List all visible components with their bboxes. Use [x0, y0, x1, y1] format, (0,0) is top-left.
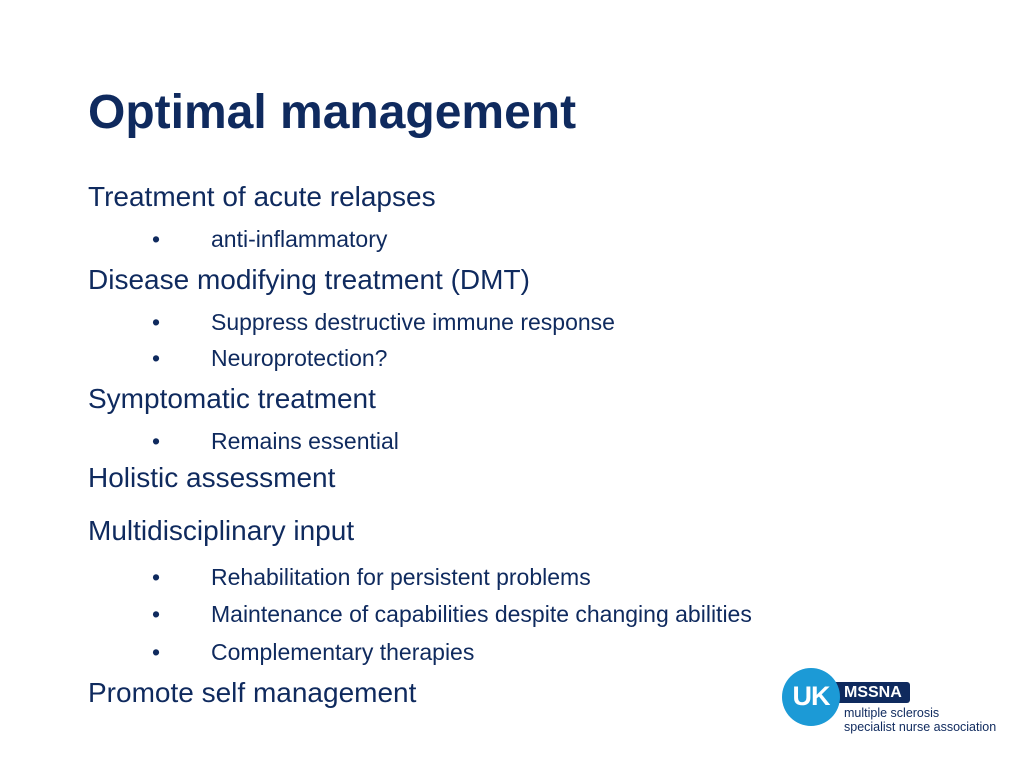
bullet: •	[152, 639, 161, 665]
list-item-level1: Promote self management	[88, 677, 417, 708]
list-item-text: Rehabilitation for persistent problems	[211, 564, 591, 590]
list-item-level1: Symptomatic treatment	[88, 383, 376, 414]
list-item-text: anti-inflammatory	[211, 226, 388, 252]
bullet: •	[152, 345, 161, 371]
bullet: •	[152, 601, 161, 627]
list-item-level1: Holistic assessment	[88, 462, 336, 493]
logo-tagline-line2: specialist nurse association	[844, 720, 997, 734]
bullet: •	[152, 309, 161, 335]
list-item-text: Suppress destructive immune response	[211, 309, 615, 335]
list-item-level1: Treatment of acute relapses	[88, 181, 436, 212]
bullet: •	[152, 226, 161, 252]
logo-mssna-bar: MSSNA	[830, 682, 910, 703]
list-item-text: Complementary therapies	[211, 639, 475, 665]
bullet: •	[152, 428, 161, 454]
slide-title: Optimal management	[88, 86, 577, 139]
uk-mssna-logo	[782, 668, 997, 738]
list-item-level1: Multidisciplinary input	[88, 515, 355, 546]
list-item-level1: Disease modifying treatment (DMT)	[88, 264, 530, 295]
logo-uk-text: UK	[792, 681, 830, 711]
bullet: •	[152, 564, 161, 590]
list-item-text: Remains essential	[211, 428, 399, 454]
list-item-text: Neuroprotection?	[211, 345, 388, 371]
logo-tagline-line1: multiple sclerosis	[844, 706, 940, 720]
list-item-text: Maintenance of capabilities despite changing abilities	[211, 601, 752, 627]
